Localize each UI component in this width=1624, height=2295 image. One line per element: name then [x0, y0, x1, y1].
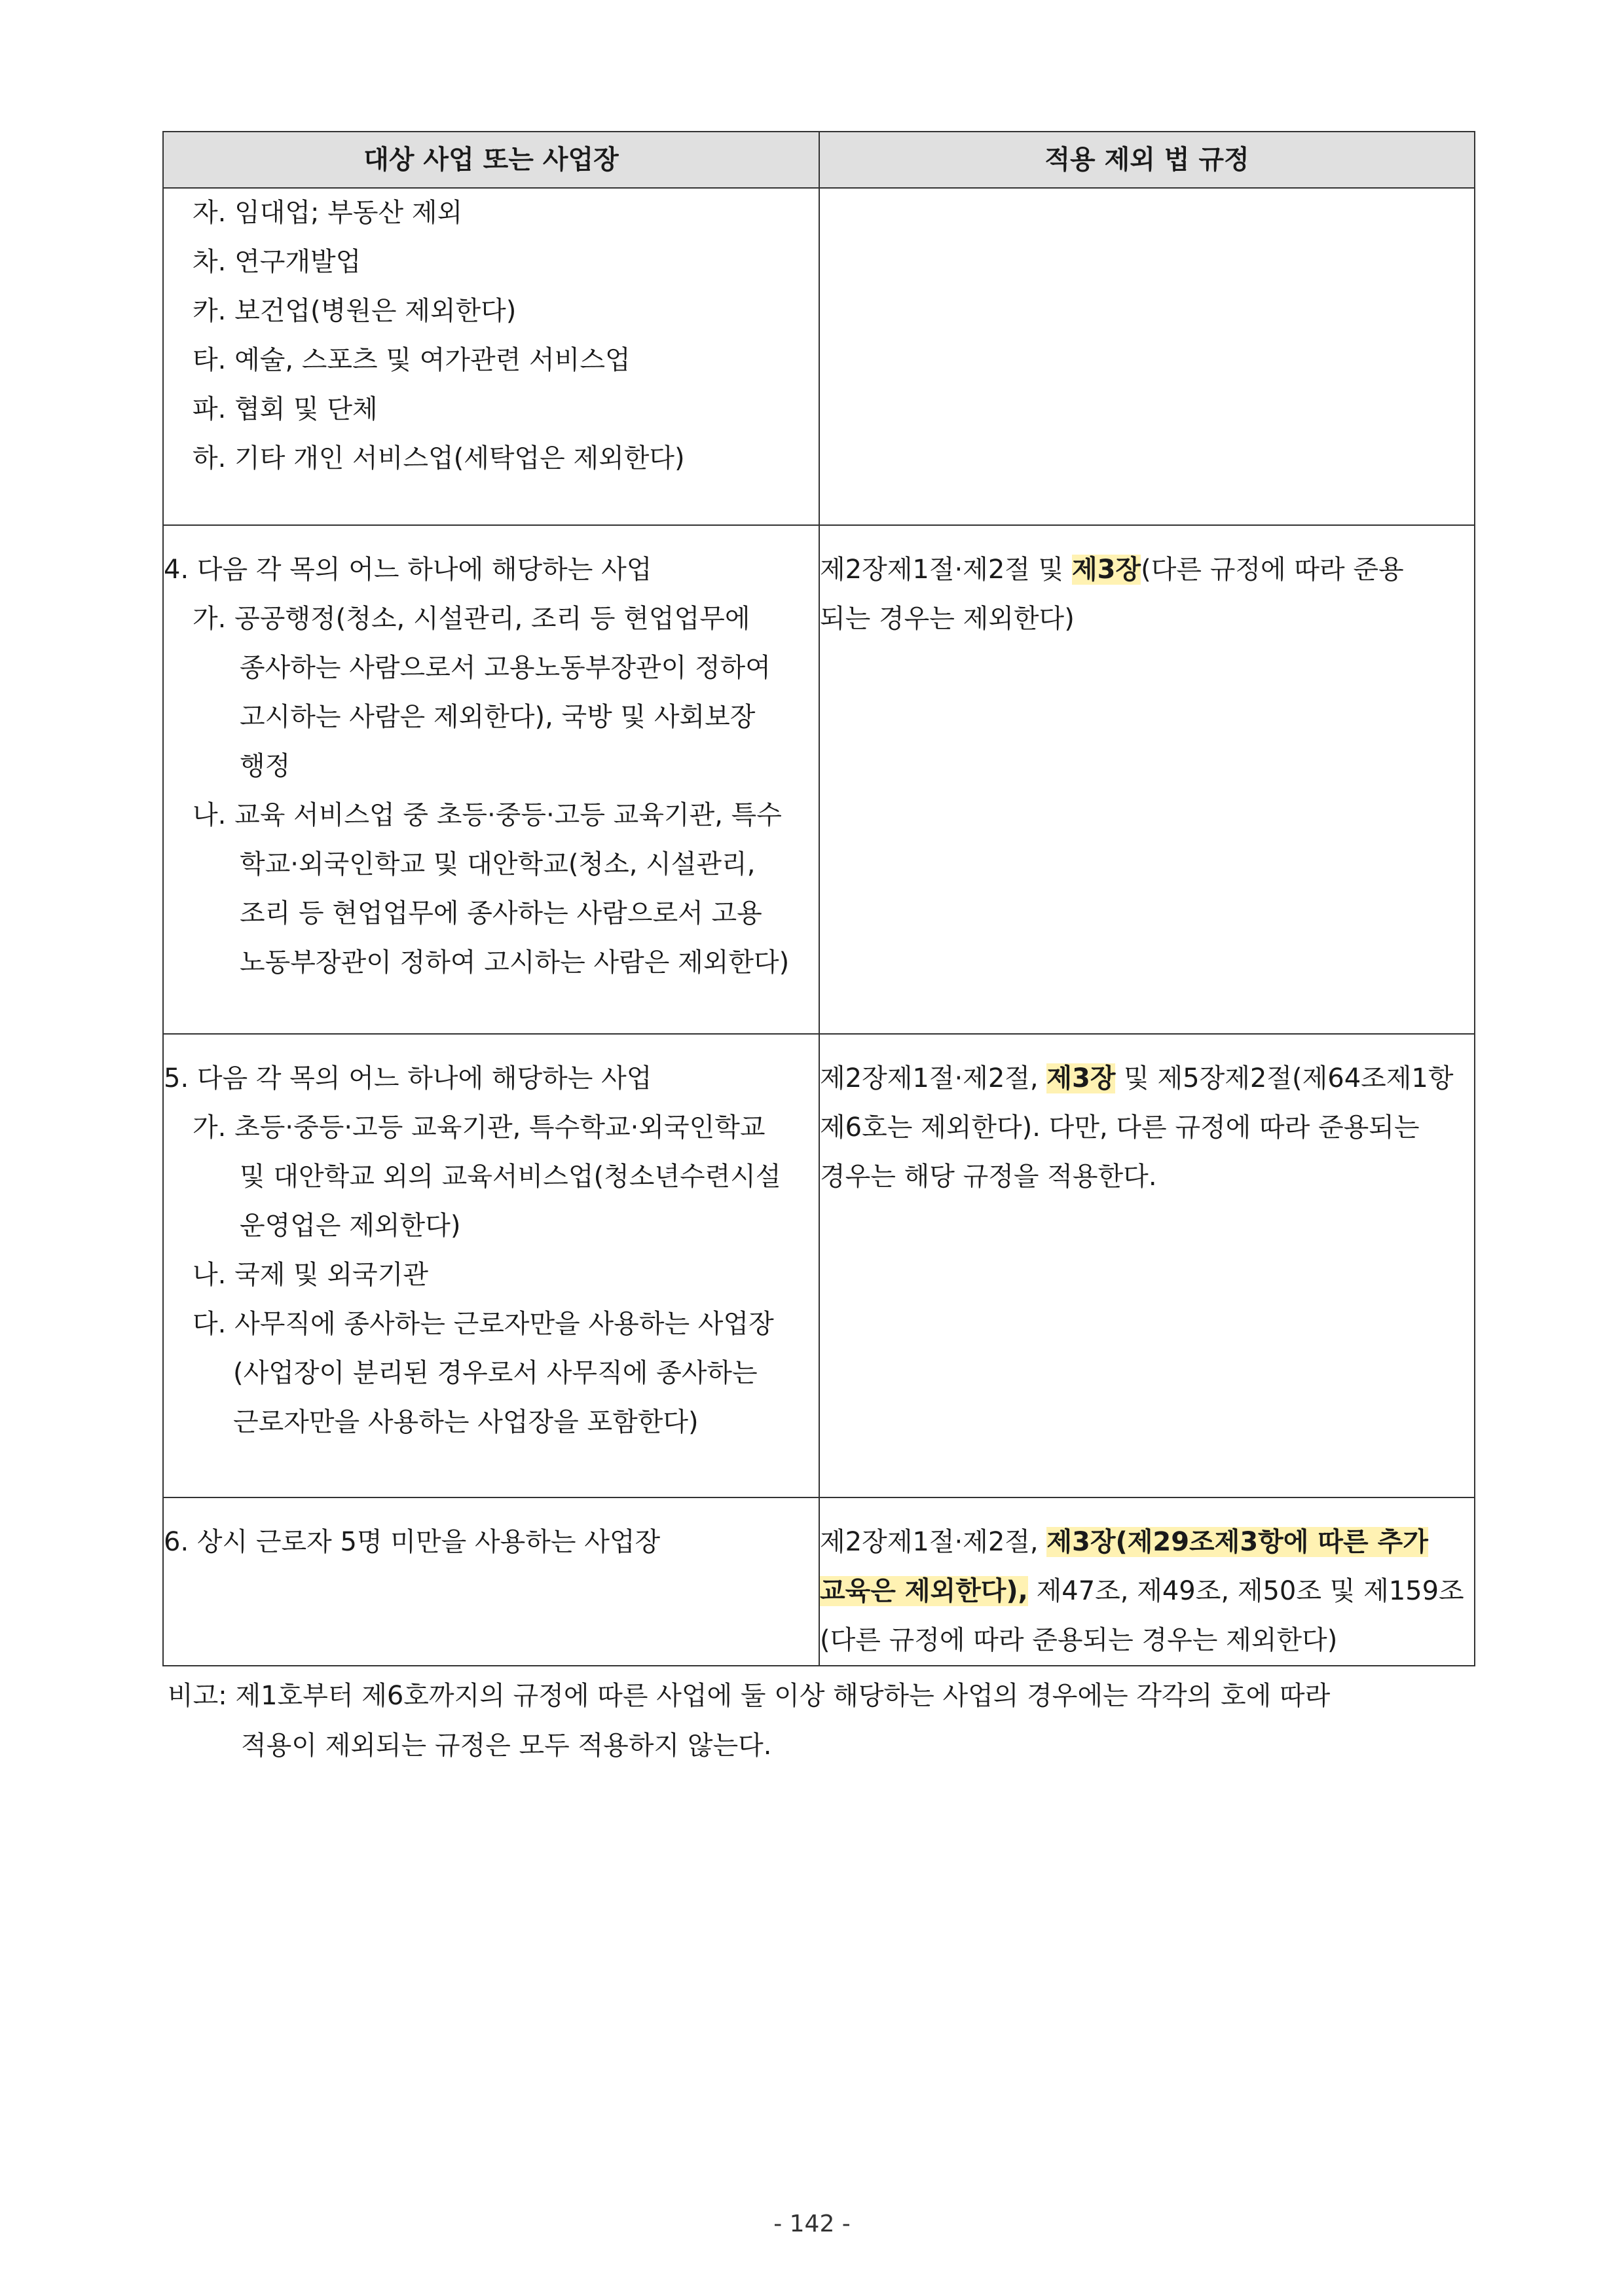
row5-right-cell — [819, 1034, 1475, 1497]
list-item-continued: 노동부장관이 정하여 고시하는 사람은 제외한다) — [240, 947, 790, 978]
list-item: 가. 초등·중등·고등 교육기관, 특수학교·외국인학교 — [193, 1112, 766, 1143]
table-row — [163, 1497, 1475, 1666]
list-item-continued: 종사하는 사람으로서 고용노동부장관이 정하여 — [240, 653, 771, 683]
provision-suffix: 및 제5장제2절(제64조제1항 — [1115, 1063, 1454, 1093]
remark-line: 비고: 제1호부터 제6호까지의 규정에 따른 사업에 둘 이상 해당하는 사업의 경우에는 각각의 호에 따라 — [168, 1681, 1331, 1711]
list-item-continued: 고시하는 사람은 제외한다), 국방 및 사회보장 — [240, 702, 756, 732]
row6-right-cell — [819, 1497, 1475, 1666]
row1-right-cell — [819, 188, 1475, 525]
row5-left-cell — [163, 1034, 819, 1497]
highlighted-chapter-cont: 교육은 제외한다), — [820, 1576, 1028, 1606]
provision-text — [820, 1518, 1474, 1567]
list-item-continued: 및 대안학교 외의 교육서비스업(청소년수련시설 — [240, 1162, 781, 1192]
provision-text — [820, 545, 1474, 595]
provision-suffix: 제47조, 제49조, 제50조 및 제159조 — [1027, 1576, 1464, 1606]
provision-text — [820, 1054, 1474, 1103]
provision-prefix: 제2장제1절·제2절, — [820, 1063, 1047, 1093]
row6-left-cell — [163, 1497, 819, 1666]
list-item: 나. 교육 서비스업 중 초등·중등·고등 교육기관, 특수 — [193, 800, 782, 830]
list-item: 카. 보건업(병원은 제외한다) — [193, 296, 517, 326]
provision-text: 되는 경우는 제외한다) — [820, 604, 1075, 634]
provision-text — [820, 1567, 1474, 1616]
header-excluded-provisions: 적용 제외 법 규정 — [819, 132, 1475, 188]
list-item: 차. 연구개발업 — [193, 247, 361, 277]
provision-prefix: 제2장제1절·제2절, — [820, 1527, 1047, 1557]
provision-suffix: (다른 규정에 따라 준용 — [1141, 555, 1404, 585]
list-item-continued: 근로자만을 사용하는 사업장을 포함한다) — [233, 1407, 699, 1437]
header-target-business: 대상 사업 또는 사업장 — [163, 132, 819, 188]
list-item-continued: 행정 — [240, 751, 291, 781]
item-heading: 6. 상시 근로자 5명 미만을 사용하는 사업장 — [164, 1527, 661, 1557]
highlighted-chapter: 제3장(제29조제3항에 따른 추가 — [1046, 1527, 1428, 1557]
row4-left-cell — [163, 525, 819, 1034]
row4-right-cell — [819, 525, 1475, 1034]
remark-note — [168, 1671, 1474, 1771]
list-item: 나. 국제 및 외국기관 — [193, 1260, 428, 1290]
list-item-continued: 학교·외국인학교 및 대안학교(청소, 시설관리, — [240, 849, 756, 879]
list-item: 가. 공공행정(청소, 시설관리, 조리 등 현업업무에 — [193, 604, 750, 634]
list-item: 자. 임대업; 부동산 제외 — [193, 198, 463, 228]
list-item: 하. 기타 개인 서비스업(세탁업은 제외한다) — [193, 443, 685, 473]
item-heading: 4. 다음 각 목의 어느 하나에 해당하는 사업 — [164, 555, 652, 585]
provision-text: 제6호는 제외한다). 다만, 다른 규정에 따라 준용되는 — [820, 1112, 1420, 1143]
provision-text: 경우는 해당 규정을 적용한다. — [820, 1162, 1157, 1192]
table-row — [163, 525, 1475, 1034]
highlighted-chapter: 제3장 — [1046, 1063, 1116, 1093]
list-item-continued: (사업장이 분리된 경우로서 사무직에 종사하는 — [233, 1358, 758, 1388]
item-heading: 5. 다음 각 목의 어느 하나에 해당하는 사업 — [164, 1063, 652, 1093]
table-header-row — [163, 132, 1475, 188]
list-item-continued: 조리 등 현업업무에 종사하는 사람으로서 고용 — [240, 898, 762, 928]
list-item: 파. 협회 및 단체 — [193, 394, 378, 424]
remark-line-continued: 적용이 제외되는 규정은 모두 적용하지 않는다. — [241, 1731, 772, 1761]
provision-text: (다른 규정에 따라 준용되는 경우는 제외한다) — [820, 1625, 1338, 1655]
page-number: - 142 - — [773, 2211, 851, 2237]
table-row — [163, 188, 1475, 525]
provision-prefix: 제2장제1절·제2절 및 — [820, 555, 1072, 585]
exemption-table — [162, 131, 1475, 1666]
list-item-continued: 운영업은 제외한다) — [240, 1211, 461, 1241]
highlighted-chapter: 제3장 — [1071, 555, 1141, 585]
table-row — [163, 1034, 1475, 1497]
row1-left-cell — [163, 188, 819, 525]
list-item: 다. 사무직에 종사하는 근로자만을 사용하는 사업장 — [193, 1309, 774, 1339]
list-item: 타. 예술, 스포츠 및 여가관련 서비스업 — [193, 345, 631, 375]
